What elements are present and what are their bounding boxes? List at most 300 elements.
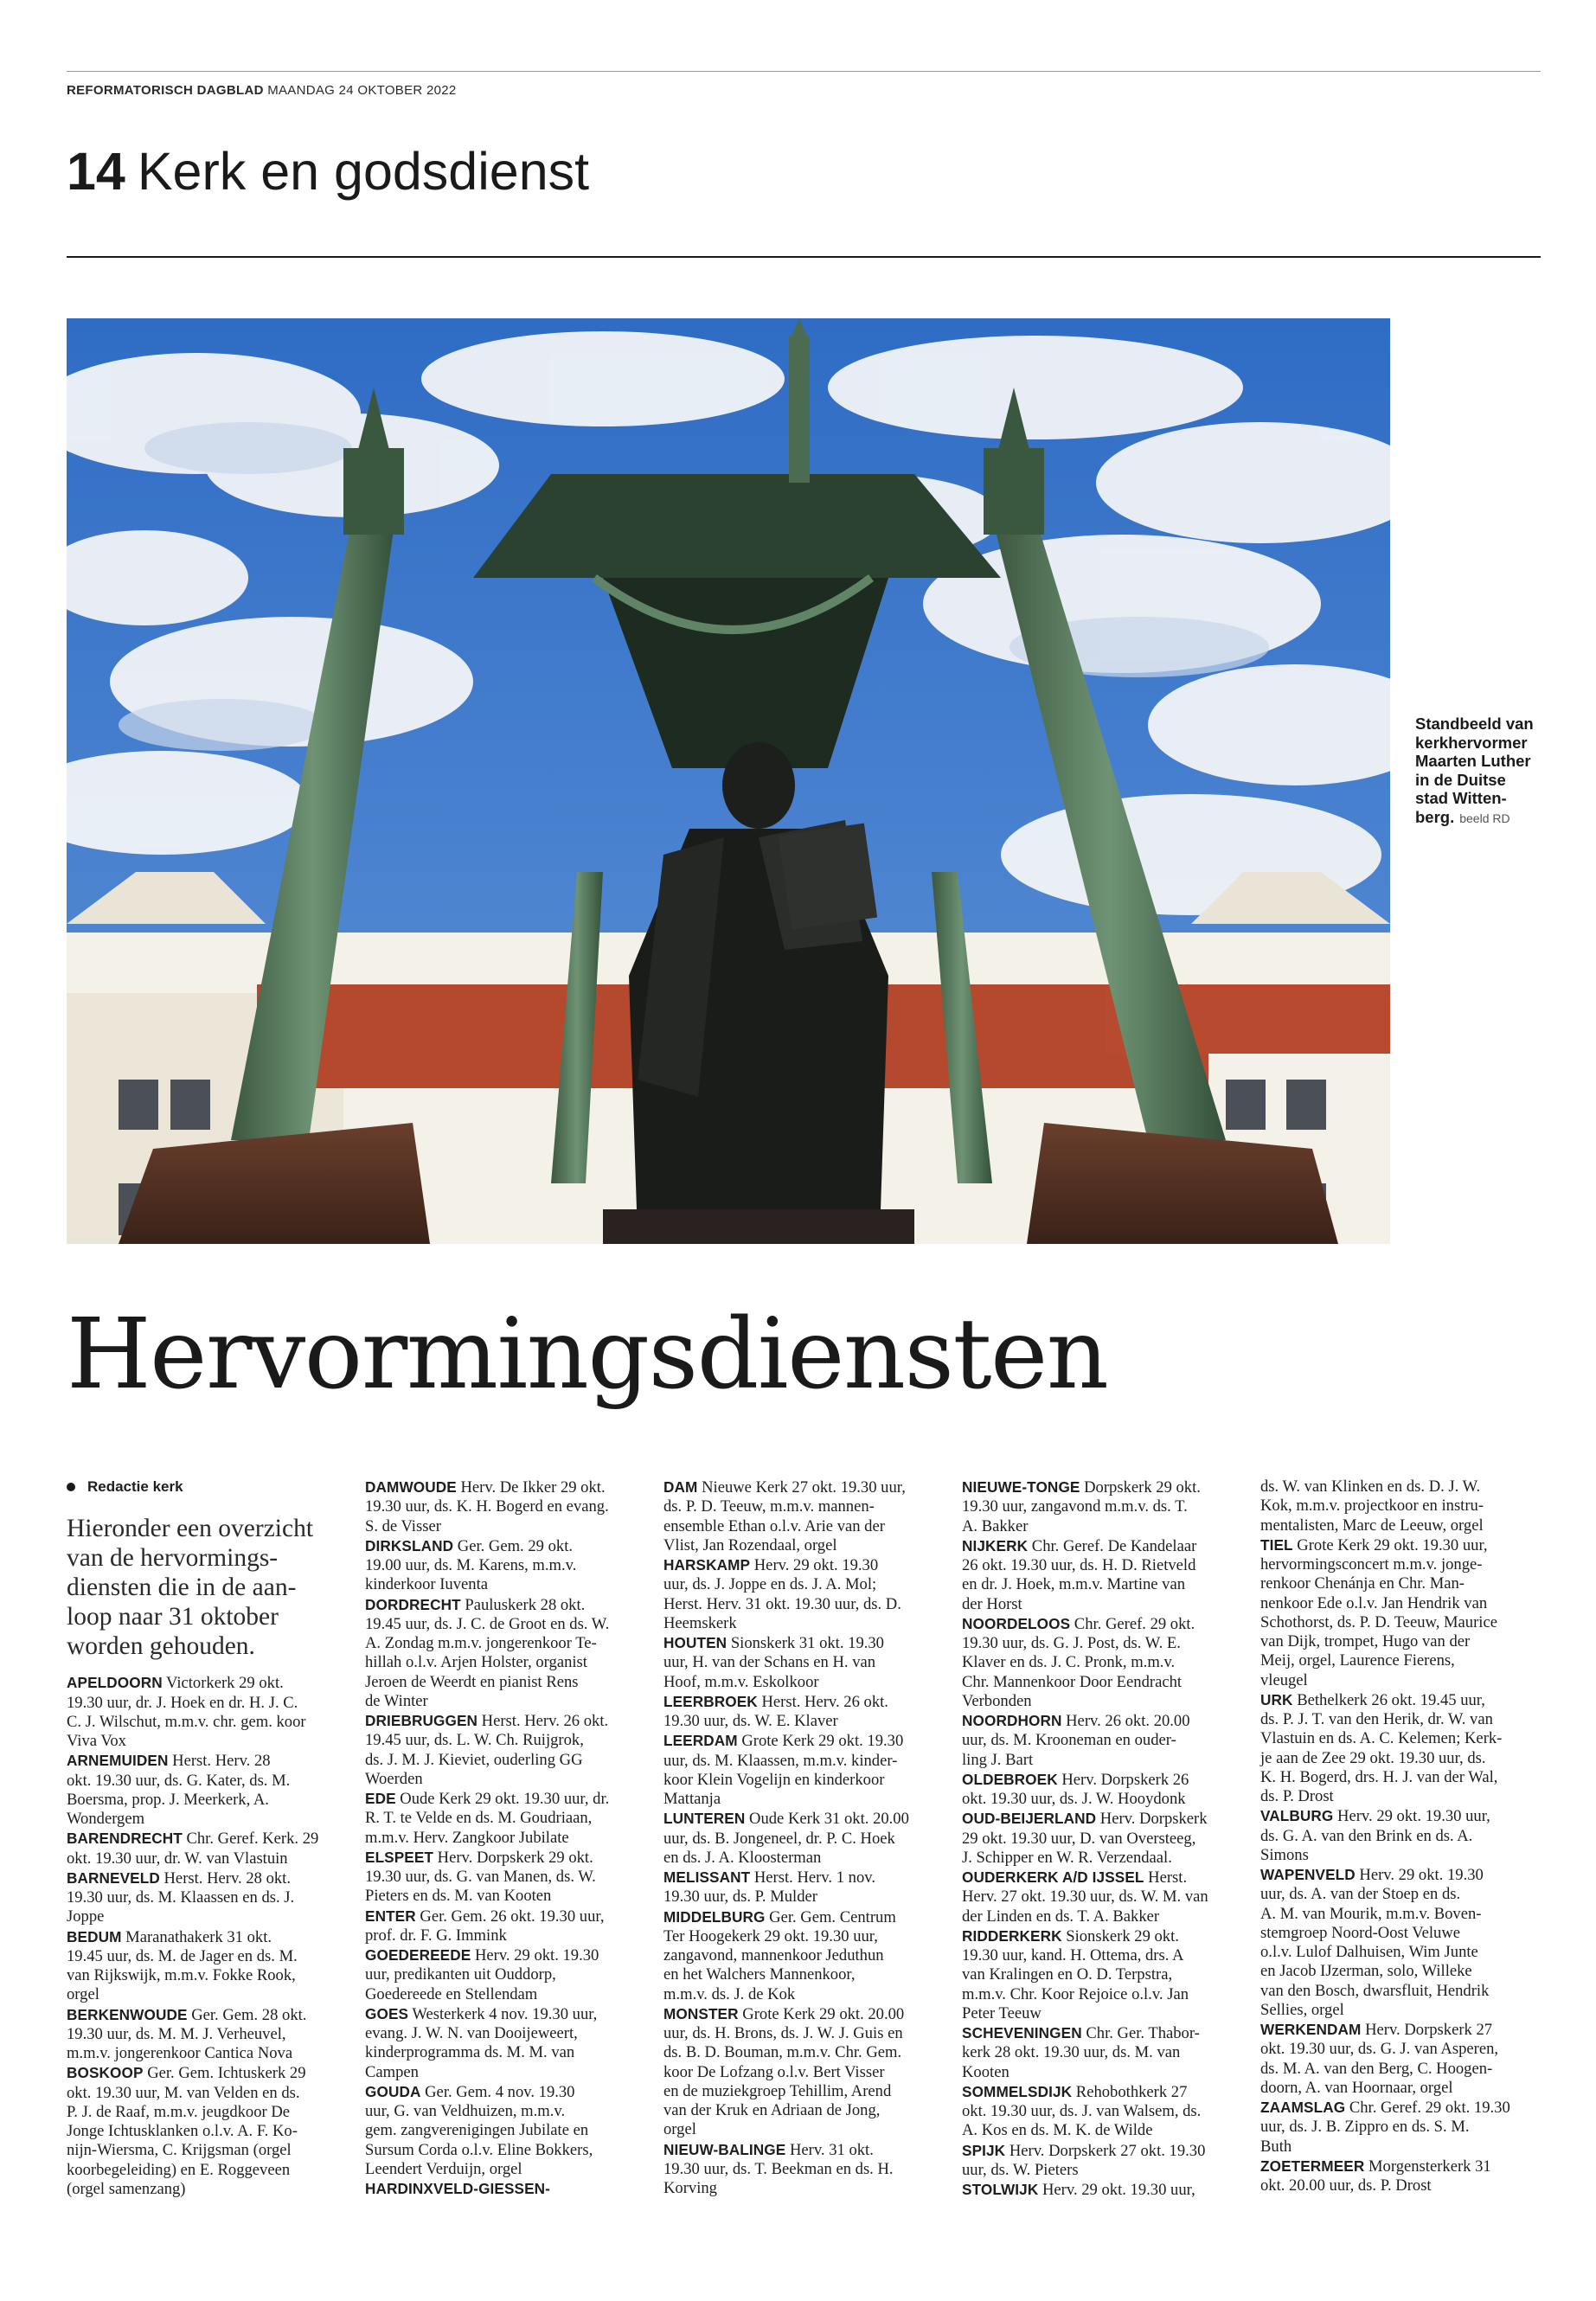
listing-line: uur, ds. W. Pieters (962, 2160, 1079, 2179)
place-name: OUDERKERK A/D IJSSEL (962, 1868, 1144, 1886)
listing-line: orgel (663, 2120, 696, 2139)
listing-line: Verbonden (962, 1691, 1032, 1710)
service-listing (962, 1614, 1240, 1711)
listing-line: 19.30 uur, ds. T. Beekman en ds. H. (663, 2159, 894, 2178)
place-name: NIJKERK (962, 1536, 1029, 1554)
listing-line: en de muziekgroep Tehillim, Arend (663, 2081, 892, 2100)
listing-line: uur, G. van Veldhuizen, m.m.v. (365, 2102, 566, 2120)
listing-line: Viva Vox (67, 1732, 126, 1750)
service-listing (365, 2004, 644, 2082)
masthead-rule (67, 71, 1541, 72)
listing-line: LUNTEREN Oude Kerk 31 okt. 20.00 (663, 1810, 909, 1829)
listing-line: ds. J. M. J. Kieviet, ouderling GG (365, 1750, 583, 1769)
listing-line: RIDDERKERK Sionskerk 29 okt. (962, 1926, 1179, 1945)
listing-line: SOMMELSDIJK Rehobothkerk 27 (962, 2082, 1188, 2101)
listing-line: uur, ds. B. Jongeneel, dr. P. C. Hoek (663, 1829, 895, 1848)
place-name: DRIEBRUGGEN (365, 1712, 478, 1729)
byline (67, 1477, 345, 1497)
listing-line: Meij, orgel, Laurence Fierens, (1260, 1651, 1455, 1670)
place-name: GOEDEREEDE (365, 1946, 471, 1964)
place-name: TIEL (1260, 1535, 1293, 1554)
luther-statue-photo (67, 318, 1390, 1244)
listing-line: OLDEBROEK Herv. Dorpskerk 26 (962, 1770, 1189, 1789)
listing-line: 19.30 uur, ds. G. J. Post, ds. W. E. (962, 1634, 1181, 1652)
service-listing (962, 1809, 1240, 1868)
listing-line: ARNEMUIDEN Herst. Herv. 28 (67, 1752, 271, 1771)
place-name: APELDOORN (67, 1674, 163, 1692)
listing-line: Herv. 27 okt. 19.30 uur, ds. W. M. van (962, 1888, 1208, 1907)
caption-line: kerkhervormer (1415, 733, 1528, 752)
article-headline: Hervormingsdiensten (67, 1298, 1108, 1411)
listing-line: mentalisten, Marc de Leeuw, orgel (1260, 1516, 1484, 1535)
listing-line: kinderkoor Iuventa (365, 1575, 488, 1594)
listing-line: 29 okt. 19.30 uur, D. van Oversteeg, (962, 1829, 1196, 1848)
service-listing (1260, 1535, 1539, 1690)
newspaper-name: REFORMATORISCH DAGBLAD (67, 83, 264, 98)
service-listing (962, 1868, 1240, 1926)
listing-line: ling J. Bart (962, 1750, 1034, 1769)
column-3 (663, 1477, 942, 2198)
service-listing (1260, 1690, 1539, 1807)
place-name: HOUTEN (663, 1634, 727, 1651)
listing-line: MONSTER Grote Kerk 29 okt. 20.00 (663, 2004, 905, 2023)
service-listing (67, 2005, 345, 2064)
listing-line: Chr. Mannenkoor Door Eendracht (962, 1672, 1183, 1691)
listing-line: Boersma, prop. J. Meerkerk, A. (67, 1790, 269, 1809)
listing-line: uur, ds. H. Brons, ds. J. W. J. Guis en (663, 2024, 903, 2042)
listing-line: je aan de Zee 29 okt. 19.30 uur, ds. (1260, 1748, 1486, 1767)
listing-line: Simons (1260, 1845, 1309, 1864)
listing-line: 19.45 uur, ds. M. de Jager en ds. M. (67, 1946, 298, 1965)
listing-line: SPIJK Herv. Dorpskerk 27 okt. 19.30 (962, 2141, 1206, 2160)
listing-line: kerk 28 okt. 19.30 uur, ds. M. van (962, 2043, 1181, 2062)
listing-line: de Winter (365, 1691, 428, 1710)
listing-line: koorbegeleiding) en E. Roggeveen (67, 2160, 291, 2179)
place-name: VALBURG (1260, 1807, 1334, 1825)
service-listing (962, 1926, 1240, 2023)
place-name: NOORDELOOS (962, 1614, 1071, 1632)
service-listing (67, 1927, 345, 2005)
service-listing (663, 1809, 942, 1868)
place-name: MONSTER (663, 2004, 739, 2022)
byline-text: Redactie kerk (87, 1478, 183, 1495)
place-name: NIEUW-BALINGE (663, 2140, 786, 2158)
listing-line (365, 2179, 644, 2199)
service-listing (365, 1536, 644, 1595)
listing-line: Buth (1260, 2137, 1292, 2156)
listing-line: okt. 20.00 uur, ds. P. Drost (1260, 2176, 1432, 2195)
service-listing (962, 2023, 1240, 2082)
listing-line: NIJKERK Chr. Geref. De Kandelaar (962, 1536, 1197, 1555)
service-listing (365, 1789, 644, 1848)
listing-line: SCHEVENINGEN Chr. Ger. Thabor- (962, 2024, 1200, 2042)
listing-line: uur, ds. M. Klaassen, m.m.v. kinder- (663, 1751, 898, 1770)
listing-line: van der Kruk en Adriaan de Jong, (663, 2101, 881, 2119)
listing-line: BARENDRECHT Chr. Geref. Kerk. 29 (67, 1830, 319, 1849)
place-name: GOUDA (365, 2082, 421, 2100)
listing-line: J. Schipper en W. R. Verzendaal. (962, 1848, 1172, 1867)
caption-line: Standbeeld van (1415, 715, 1534, 733)
listing-line: prof. dr. F. G. Immink (365, 1926, 507, 1945)
listing-line: BERKENWOUDE Ger. Gem. 28 okt. (67, 2005, 307, 2024)
listing-line: zangavond, mannenkoor Jeduthun (663, 1946, 884, 1965)
photo-credit: beeld RD (1459, 811, 1510, 825)
place-name: LEERDAM (663, 1732, 738, 1750)
listing-line: A. Kos en ds. M. K. de Wilde (962, 2121, 1153, 2140)
listing-line: ds. M. A. van den Berg, C. Hoogen- (1260, 2059, 1493, 2078)
listing-line: Goedereede en Stellendam (365, 1984, 538, 2003)
listing-line: Vlist, Jan Rozendaal, orgel (663, 1535, 837, 1554)
listing-line: 19.30 uur, dr. J. Hoek en dr. H. J. C. (67, 1693, 298, 1712)
service-listing (67, 1673, 345, 1751)
listing-line: Campen (365, 2062, 419, 2081)
place-name: WERKENDAM (1260, 2021, 1362, 2038)
listing-line: hillah o.l.v. Arjen Holster, organist (365, 1653, 587, 1672)
service-listing (67, 2063, 345, 2199)
service-listing (365, 2082, 644, 2179)
listing-line: S. de Visser (365, 1516, 441, 1535)
listing-line: m.m.v. Herv. Zangkoor Jubilate (365, 1828, 569, 1847)
listing-line: Schothorst, ds. P. D. Teeuw, Maurice (1260, 1612, 1497, 1631)
listing-line: Wondergem (67, 1810, 145, 1828)
caption-line: Maarten Luther (1415, 752, 1531, 770)
place-name: LEERBROEK (663, 1692, 758, 1710)
service-listing (663, 1555, 942, 1633)
listing-line: TIEL Grote Kerk 29 okt. 19.30 uur, (1260, 1535, 1488, 1554)
place-name: HARSKAMP (663, 1556, 751, 1574)
service-listing (663, 2140, 942, 2199)
service-listing (663, 1477, 942, 1555)
listing-line: uur, H. van der Schans en H. van (663, 1653, 876, 1672)
listing-line: WAPENVELD Herv. 29 okt. 19.30 (1260, 1866, 1484, 1884)
service-listing (1260, 2157, 1539, 2196)
service-listing (962, 1477, 1240, 1536)
listing-line: VALBURG Herv. 29 okt. 19.30 uur, (1260, 1807, 1490, 1826)
place-name: WAPENVELD (1260, 1866, 1356, 1883)
listing-line: nijn-Wiersma, C. Krijgsman (orgel (67, 2141, 292, 2160)
listing-line: ensemble Ethan o.l.v. Arie van der (663, 1516, 885, 1535)
listing-line: okt. 19.30 uur, ds. G. Kater, ds. M. (67, 1771, 291, 1790)
listing-line: DORDRECHT Pauluskerk 28 okt. (365, 1595, 586, 1614)
listing-line: okt. 19.30 uur, M. van Velden en ds. (67, 2083, 300, 2102)
listing-line: URK Bethelkerk 26 okt. 19.45 uur, (1260, 1690, 1485, 1709)
service-listing (962, 1536, 1240, 1614)
service-listing (962, 1770, 1240, 1810)
listing-line: C. J. Wilschut, m.m.v. chr. gem. koor (67, 1712, 306, 1731)
column-4 (962, 1477, 1240, 2200)
service-listing (663, 2004, 942, 2140)
place-name: ELSPEET (365, 1848, 434, 1866)
listing-line: OUDERKERK A/D IJSSEL Herst. (962, 1868, 1188, 1887)
service-listing (365, 1711, 644, 1789)
listing-line: MIDDELBURG Ger. Gem. Centrum (663, 1907, 896, 1926)
place-name: DAM (663, 1478, 698, 1496)
listing-line: nenkoor Ede o.l.v. Jan Hendrik van (1260, 1593, 1488, 1612)
place-name: SOMMELSDIJK (962, 2082, 1073, 2100)
service-listing (962, 2180, 1240, 2200)
place-name: DORDRECHT (365, 1595, 461, 1613)
listing-line: uur, ds. M. Krooneman en ouder- (962, 1731, 1176, 1750)
service-listing (1260, 1806, 1539, 1865)
listing-line: ds. P. Drost (1260, 1787, 1334, 1805)
place-name: URK (1260, 1690, 1293, 1708)
place-name: DAMWOUDE (365, 1478, 457, 1496)
place-name: ZAAMSLAG (1260, 2099, 1346, 2116)
listing-line: DRIEBRUGGEN Herst. Herv. 26 okt. (365, 1712, 609, 1730)
service-listing (663, 1633, 942, 1692)
listing-line: OUD-BEIJERLAND Herv. Dorpskerk (962, 1810, 1208, 1829)
caption-line: in de Duitse (1415, 770, 1506, 789)
section-title: Kerk en godsdienst (137, 142, 590, 201)
listing-line: BOSKOOP Ger. Gem. Ichtuskerk 29 (67, 2064, 306, 2083)
listing-line: 19.30 uur, ds. K. H. Bogerd en evang. (365, 1497, 609, 1516)
caption-line: berg. beeld RD (1415, 807, 1510, 826)
service-listing (67, 1829, 345, 1868)
listing-line: BARNEVELD Herst. Herv. 28 okt. (67, 1868, 291, 1888)
listing-line: m.m.v. Chr. Koor Rejoice o.l.v. Jan (962, 1984, 1189, 2003)
listing-line: 19.45 uur, ds. J. C. de Groot en ds. W. (365, 1614, 610, 1633)
listing-line: m.m.v. jongerenkoor Cantica Nova (67, 2044, 293, 2062)
place-name: RIDDERKERK (962, 1926, 1062, 1945)
place-name: BARNEVELD (67, 1868, 160, 1887)
listing-line: van Rijkswijk, m.m.v. Fokke Rook, (67, 1966, 296, 1984)
listing-line: der Horst (962, 1594, 1022, 1613)
listing-line: van den Bosch, dwarsfluit, Hendrik (1260, 1981, 1490, 2000)
listing-line: okt. 19.30 uur, ds. J. van Walsem, ds. (962, 2102, 1202, 2120)
listing-line: NIEUWE-TONGE Dorpskerk 29 okt. (962, 1478, 1201, 1497)
listing-line: Joppe (67, 1907, 105, 1926)
service-listing (365, 1477, 644, 1536)
service-listing (663, 1692, 942, 1732)
listing-line: A. M. van Mourik, m.m.v. Boven- (1260, 1904, 1482, 1923)
place-name: SCHEVENINGEN (962, 2024, 1082, 2041)
intro-line: diensten die in de aan- (67, 1574, 297, 1602)
listing-line: ENTER Ger. Gem. 26 okt. 19.30 uur, (365, 1907, 605, 1926)
listing-line: A. Zondag m.m.v. jongerenkoor Te- (365, 1634, 597, 1652)
listing-line: Leendert Verduijn, orgel (365, 2159, 522, 2178)
listing-line: 19.30 uur, ds. M. M. J. Verheuvel, (67, 2024, 286, 2043)
section-header (67, 142, 590, 201)
listing-line: Jonge Ichtusklanken o.l.v. A. F. Ko- (67, 2122, 298, 2140)
service-listing (962, 2141, 1240, 2181)
listing-line: ELSPEET Herv. Dorpskerk 29 okt. (365, 1848, 593, 1867)
listing-line: Ter Hoogekerk 29 okt. 19.30 uur, (663, 1926, 878, 1945)
listing-line: o.l.v. Lulof Dalhuisen, Wim Junte (1260, 1943, 1478, 1961)
service-listing (1260, 1477, 1539, 1535)
listing-line: koor De Lofzang o.l.v. Bert Visser (663, 2062, 885, 2081)
place-name: NOORDHORN (962, 1712, 1062, 1729)
place-name: DIRKSLAND (365, 1536, 454, 1554)
listing-line: en ds. J. A. Kloosterman (663, 1848, 822, 1867)
service-listing (663, 1731, 942, 1809)
listing-line: LEERBROEK Herst. Herv. 26 okt. (663, 1692, 888, 1711)
bullet-icon (67, 1483, 75, 1491)
listing-line: 19.30 uur, ds. W. E. Klaver (663, 1712, 838, 1730)
listing-line: van Dijk, trompet, Hugo van der (1260, 1632, 1471, 1650)
listing-line: en Jacob IJzerman, solo, Willeke (1260, 1962, 1472, 1981)
listing-line: hervormingsconcert m.m.v. jonge- (1260, 1555, 1483, 1574)
masthead (67, 83, 457, 98)
listing-line: Sellies, orgel (1260, 2000, 1344, 2019)
intro-line: Hieronder een overzicht (67, 1515, 314, 1543)
place-name: OUD-BEIJERLAND (962, 1810, 1097, 1828)
listing-line: okt. 19.30 uur, dr. W. van Vlastuin (67, 1849, 288, 1868)
service-listing (365, 1945, 644, 2004)
place-name: MIDDELBURG (663, 1907, 766, 1926)
listing-line: BEDUM Maranathakerk 31 okt. (67, 1927, 272, 1946)
listing-line: stemgroep Noord-Oost Veluwe (1260, 1923, 1461, 1942)
listing-line: gem. zangverenigingen Jubilate en (365, 2121, 589, 2140)
listing-line: 19.30 uur, kand. H. Ottema, drs. A (962, 1946, 1184, 1965)
listing-line: Hoof, m.m.v. Eskolkoor (663, 1672, 819, 1691)
place-name: GOES (365, 2004, 409, 2022)
listing-line: uur, predikanten uit Ouddorp, (365, 1965, 556, 1984)
listing-line: K. H. Bogerd, drs. H. J. van der Wal, (1260, 1767, 1498, 1786)
listing-line: Peter Teeuw (962, 2003, 1042, 2022)
place-name: BARENDRECHT (67, 1830, 183, 1848)
listing-line: ds. B. D. Bouman, m.m.v. Chr. Gem. (663, 2043, 902, 2062)
listing-line: DIRKSLAND Ger. Gem. 29 okt. (365, 1536, 574, 1555)
service-listing (1260, 2098, 1539, 2157)
service-listing (663, 1907, 942, 2004)
listing-line: vleugel (1260, 1670, 1308, 1689)
place-name: SPIJK (962, 2141, 1006, 2159)
listing-line: HOUTEN Sionskerk 31 okt. 19.30 (663, 1634, 884, 1652)
listing-line: ZOETERMEER Morgensterkerk 31 (1260, 2157, 1491, 2176)
caption-text (1415, 715, 1545, 828)
place-name: EDE (365, 1790, 396, 1807)
caption-line: stad Witten- (1415, 789, 1507, 807)
service-listing (67, 1751, 345, 1829)
listing-line: 19.30 uur, ds. M. Klaassen en ds. J. (67, 1888, 295, 1907)
listing-line: Vlastuin en ds. A. C. Kelemen; Kerk- (1260, 1729, 1503, 1748)
place-name: ARNEMUIDEN (67, 1752, 169, 1770)
place-name: LUNTEREN (663, 1810, 746, 1828)
service-listing (1260, 2020, 1539, 2098)
listing-line: LEERDAM Grote Kerk 29 okt. 19.30 (663, 1732, 904, 1751)
listing-line: okt. 19.30 uur, ds. J. W. Hooydonk (962, 1790, 1186, 1808)
article-intro (67, 1514, 345, 1661)
listing-line: 19.30 uur, ds. G. van Manen, ds. W. (365, 1868, 596, 1886)
listing-line: GOUDA Ger. Gem. 4 nov. 19.30 (365, 2082, 575, 2101)
service-listing (365, 1848, 644, 1907)
listing-line: uur, ds. J. B. Zippro en ds. S. M. (1260, 2118, 1470, 2137)
service-listing (962, 1711, 1240, 1770)
listing-line: kinderprogramma ds. M. M. van (365, 2043, 575, 2062)
listing-line: ds. G. A. van den Brink en ds. A. (1260, 1826, 1473, 1845)
listing-line: MELISSANT Herst. Herv. 1 nov. (663, 1868, 875, 1887)
listing-line: renkoor Chenánja en Chr. Man- (1260, 1574, 1465, 1593)
place-name: STOLWIJK (962, 2181, 1039, 2198)
listing-line: 19.45 uur, ds. L. W. Ch. Ruijgrok, (365, 1731, 584, 1750)
listing-line: en het Walchers Mannenkoor, (663, 1965, 856, 1984)
article-columns (67, 1477, 1541, 2256)
listing-line: ds. P. D. Teeuw, m.m.v. mannen- (663, 1497, 875, 1516)
listing-line: okt. 19.30 uur, ds. G. J. van Asperen, (1260, 2040, 1499, 2059)
listing-line: 19.30 uur, ds. P. Mulder (663, 1888, 817, 1907)
listing-line: orgel (67, 1985, 99, 2004)
service-listing (962, 2082, 1240, 2141)
listing-line: GOES Westerkerk 4 nov. 19.30 uur, (365, 2004, 598, 2023)
listing-line: EDE Oude Kerk 29 okt. 19.30 uur, dr. (365, 1790, 610, 1808)
listing-line: koor Klein Vogelijn en kinderkoor (663, 1770, 885, 1789)
listing-line: Korving (663, 2179, 717, 2197)
listing-line: der Linden en ds. T. A. Bakker (962, 1907, 1160, 1926)
listing-line: Woerden (365, 1769, 423, 1788)
place-name: MELISSANT (663, 1868, 751, 1886)
listing-line: Jeroen de Weerdt en pianist Rens (365, 1672, 579, 1691)
listing-line: Kooten (962, 2062, 1010, 2081)
listing-line: NIEUW-BALINGE Herv. 31 okt. (663, 2140, 874, 2159)
listing-line: Sursum Corda o.l.v. Eline Bokkers, (365, 2140, 593, 2159)
listing-line: Herst. Herv. 31 okt. 19.30 uur, ds. D. (663, 1594, 901, 1613)
column-1 (67, 1477, 345, 2199)
listing-line: ds. P. J. T. van den Herik, dr. W. van (1260, 1710, 1493, 1728)
service-listing (365, 2179, 644, 2199)
place-name: NIEUWE-TONGE (962, 1478, 1080, 1496)
listing-line: van Kralingen en O. D. Terpstra, (962, 1965, 1173, 1984)
listing-line: NOORDHORN Herv. 26 okt. 20.00 (962, 1712, 1190, 1730)
service-listing (365, 1907, 644, 1946)
listing-line: ZAAMSLAG Chr. Geref. 29 okt. 19.30 (1260, 2099, 1510, 2117)
listing-line: A. Bakker (962, 1516, 1029, 1535)
listing-line: Heemskerk (663, 1613, 737, 1632)
listing-line: NOORDELOOS Chr. Geref. 29 okt. (962, 1614, 1195, 1633)
section-rule (67, 256, 1541, 258)
column-2 (365, 1477, 644, 2199)
column-5 (1260, 1477, 1539, 2195)
listing-line: en dr. J. Hoek, m.m.v. Martine van (962, 1575, 1186, 1594)
place-name: BERKENWOUDE (67, 2005, 188, 2023)
intro-line: worden gehouden. (67, 1632, 255, 1661)
place-name: OLDEBROEK (962, 1770, 1058, 1788)
service-listing (365, 1595, 644, 1712)
listing-line: APELDOORN Victorkerk 29 okt. (67, 1674, 284, 1693)
service-listing (663, 1868, 942, 1907)
listing-line: ds. W. van Klinken en ds. D. J. W. (1260, 1477, 1481, 1496)
listing-line: WERKENDAM Herv. Dorpskerk 27 (1260, 2021, 1493, 2039)
listing-line: STOLWIJK Herv. 29 okt. 19.30 uur, (962, 2181, 1195, 2199)
listing-line: m.m.v. ds. J. de Kok (663, 1984, 796, 2003)
listing-line: doorn, A. van Hoornaar, orgel (1260, 2078, 1453, 2097)
listing-line: 26 okt. 19.30 uur, ds. H. D. Rietveld (962, 1556, 1196, 1574)
listing-line: Klaver en ds. J. C. Pronk, m.m.v. (962, 1653, 1176, 1672)
issue-date: MAANDAG 24 OKTOBER 2022 (267, 83, 457, 98)
listing-line: R. T. te Velde en ds. M. Goudriaan, (365, 1809, 593, 1828)
listing-line: 19.30 uur, zangavond m.m.v. ds. T. (962, 1497, 1188, 1516)
listing-line: (orgel samenzang) (67, 2179, 186, 2198)
listing-line: GOEDEREEDE Herv. 29 okt. 19.30 (365, 1946, 599, 1965)
photo-caption (1415, 715, 1545, 828)
place-name: BOSKOOP (67, 2064, 144, 2082)
listing-line: Pieters en ds. M. van Kooten (365, 1887, 552, 1906)
intro-line: loop naar 31 oktober (67, 1603, 279, 1631)
page-number: 14 (67, 142, 125, 201)
listing-line: uur, ds. A. van der Stoep en ds. (1260, 1885, 1461, 1904)
listing-line: DAMWOUDE Herv. De Ikker 29 okt. (365, 1478, 606, 1497)
listing-line: HARSKAMP Herv. 29 okt. 19.30 (663, 1556, 879, 1574)
place-name: BEDUM (67, 1927, 122, 1945)
listing-line: evang. J. W. N. van Dooijeweert, (365, 2024, 578, 2042)
listing-line: Kok, m.m.v. projectkoor en instru- (1260, 1497, 1484, 1516)
listing-line: 19.00 uur, ds. M. Karens, m.m.v. (365, 1556, 577, 1574)
listing-line: Mattanja (663, 1790, 721, 1808)
listing-line: uur, ds. J. Joppe en ds. J. A. Mol; (663, 1575, 877, 1594)
place-name: HARDINXVELD-GIESSEN- (365, 2180, 550, 2197)
listing-line: P. J. de Raaf, m.m.v. jeugdkoor De (67, 2102, 291, 2121)
place-name: ZOETERMEER (1260, 2157, 1365, 2175)
service-listing (1260, 1865, 1539, 2020)
